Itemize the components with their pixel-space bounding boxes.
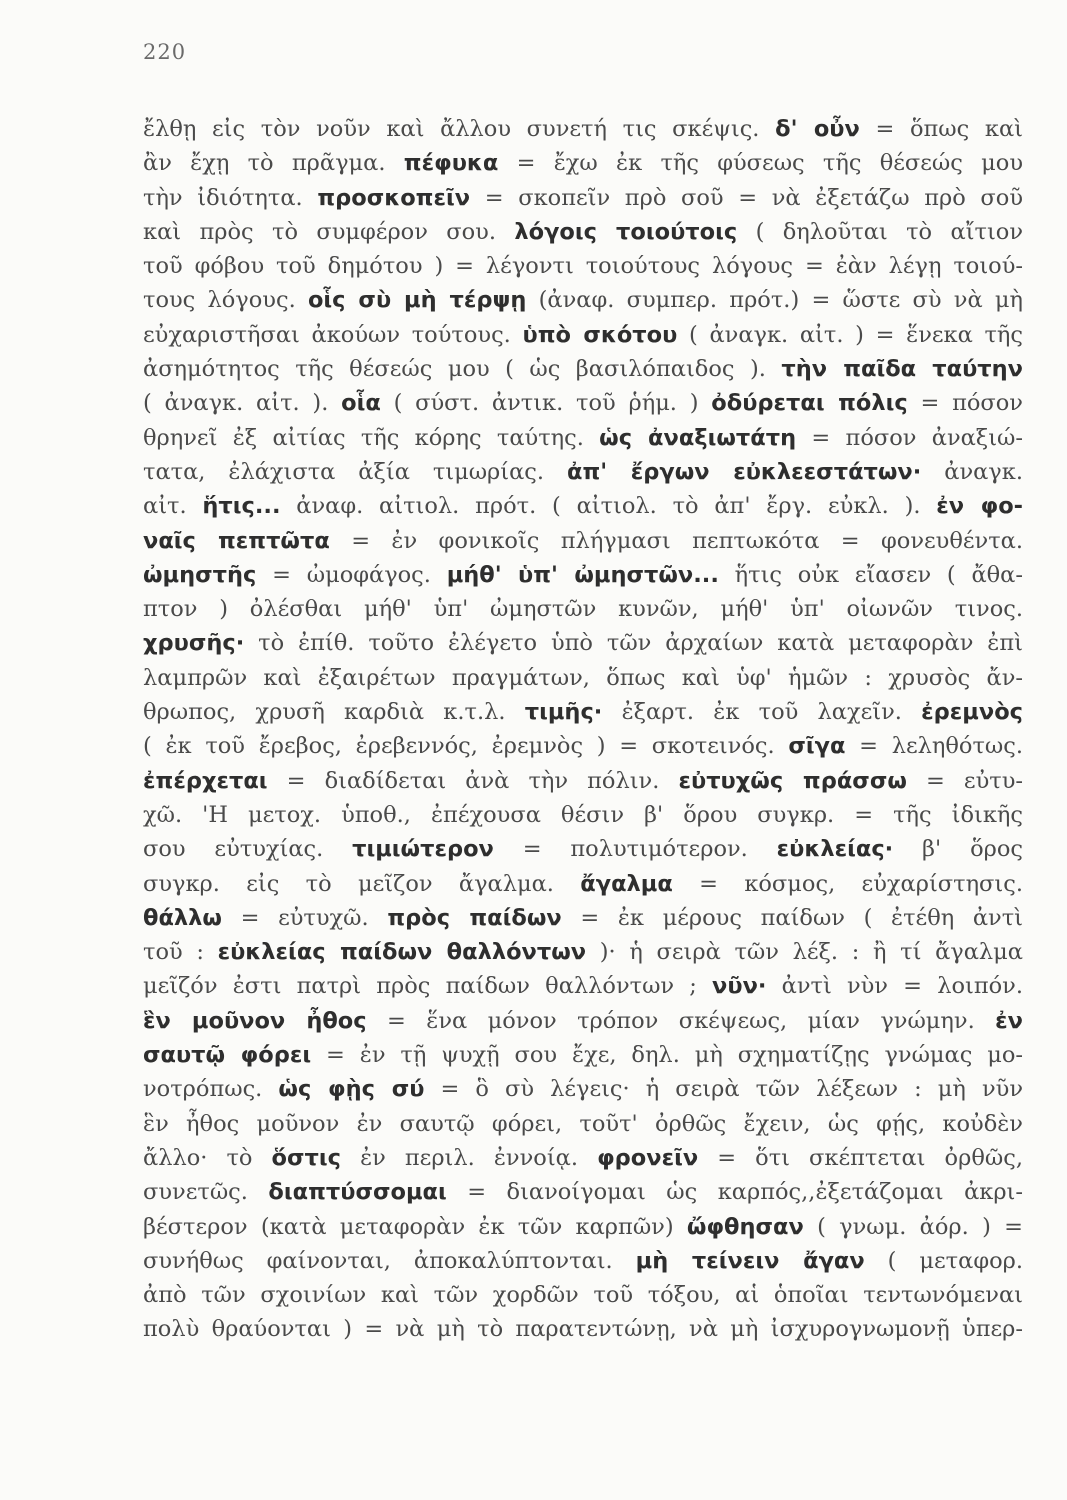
gloss-text: ( ἐκ τοῦ ἔρεβος, ἐρεβεννός, ἐρεμνὸς ) = σκοτεινός. — [143, 733, 789, 760]
gloss-text: λαμπρῶν καὶ ἐξαιρέτων πραγμάτων, ὅπως καὶ ὑφ' ἡμῶν : χρυσὸς ἄν- — [143, 664, 1023, 691]
gloss-text: ( ἀναγκ. αἰτ. ). — [143, 390, 342, 417]
lemma-term: εὐκλείας παίδων θαλλόντων — [217, 939, 587, 966]
gloss-text: ( μεταφορ. — [864, 1247, 1023, 1274]
gloss-text: εὐχαριστῆσαι ἀκούων τούτους. — [143, 321, 523, 348]
gloss-text: συγκρ. εἰς τὸ μεῖζον ἄγαλμα. — [143, 870, 581, 897]
text-line — [143, 729, 1023, 763]
gloss-text: ( σύστ. ἀντικ. τοῦ ῥήμ. ) — [380, 390, 712, 417]
text-line — [143, 489, 1023, 523]
gloss-text: ἥτις οὐκ εἴασεν ( ἄθα- — [718, 561, 1023, 588]
text-line — [143, 215, 1023, 249]
gloss-text: τους λόγους. — [143, 287, 308, 314]
gloss-text: τὴν ἰδιότητα. — [143, 184, 318, 211]
gloss-text: = διαδίδεται ἀνὰ τὴν πόλιν. — [267, 767, 679, 794]
text-line — [143, 352, 1023, 386]
text-line — [143, 1244, 1023, 1278]
lemma-term: ὑπὸ σκότου — [522, 321, 678, 348]
lemma-term: μὴ τείνειν ἄγαν — [635, 1247, 865, 1274]
gloss-text: ( ἀναγκ. αἰτ. ) = ἕνεκα τῆς — [677, 321, 1023, 348]
commentary-text — [143, 112, 1023, 1347]
gloss-text: β' ὅρος — [893, 836, 1023, 863]
lemma-term: ἐν φο- — [936, 493, 1023, 520]
text-line — [143, 592, 1023, 626]
lemma-term: ἓν μοῦνον ἦθος — [143, 1007, 367, 1034]
lemma-term: ἐπέρχεται — [143, 767, 268, 794]
lemma-term: ὡς φῂς σύ — [278, 1076, 425, 1103]
lemma-term: χρυσῆς· — [143, 630, 245, 657]
gloss-text: = ὠμοφάγος. — [256, 561, 447, 588]
text-line — [143, 1004, 1023, 1038]
text-line — [143, 798, 1023, 832]
gloss-text: θρωπος, χρυσῆ καρδιὰ κ.τ.λ. — [143, 699, 525, 726]
gloss-text: ἀντὶ νὺν = λοιπόν. — [766, 973, 1023, 1000]
gloss-text: πτον ) ὀλέσθαι μήθ' ὑπ' ὠμηστῶν κυνῶν, μήθ' ὑπ' οἰωνῶν τινος. — [143, 596, 1023, 623]
gloss-text: νοτρόπως. — [143, 1076, 279, 1103]
text-line — [143, 146, 1023, 180]
gloss-text: μεῖζόν ἐστι πατρὶ πρὸς παίδων θαλλόντων ; — [143, 973, 713, 1000]
gloss-text: ἄλλο· τὸ — [143, 1144, 272, 1171]
text-line — [143, 112, 1023, 146]
lemma-term: σῖγα — [788, 733, 846, 760]
text-line — [143, 832, 1023, 866]
text-line — [143, 558, 1023, 592]
gloss-text: σου εὐτυχίας. — [143, 836, 353, 863]
gloss-text: ἂν ἔχῃ τὸ πρᾶγμα. — [143, 150, 404, 177]
lemma-term: νῦν· — [712, 973, 767, 1000]
gloss-text: τὸ ἐπίθ. τοῦτο ἐλέγετο ὑπὸ τῶν ἀρχαίων κατὰ μεταφορὰν ἐπὶ — [244, 630, 1023, 657]
gloss-text: αἰτ. — [143, 493, 203, 520]
lemma-term: δ' οὖν — [775, 116, 860, 142]
text-line — [143, 318, 1023, 352]
text-line — [143, 455, 1023, 489]
gloss-text: ἀπὸ τῶν σχοινίων καὶ τῶν χορδῶν τοῦ τόξου, αἱ ὁποῖαι τεντωνόμεναι — [143, 1282, 1023, 1309]
lemma-term: σαυτῷ φόρει — [143, 1042, 312, 1069]
text-line — [143, 626, 1023, 660]
text-line — [143, 1210, 1023, 1244]
lemma-term: λόγοις τοιούτοις — [514, 218, 738, 245]
gloss-text: )· ἡ σειρὰ τῶν λέξ. : ἢ τί ἄγαλμα — [586, 939, 1023, 966]
lemma-term: τιμιώτερον — [352, 836, 494, 863]
lemma-term: ὀδύρεται πόλις — [711, 390, 908, 417]
lemma-term: πρὸς παίδων — [387, 904, 562, 931]
lemma-term: ἐν — [995, 1007, 1023, 1034]
text-line — [143, 901, 1023, 935]
text-line — [143, 1278, 1023, 1312]
gloss-text: θρηνεῖ ἐξ αἰτίας τῆς κόρης ταύτης. — [143, 424, 600, 451]
gloss-text: ἀναφ. αἰτιολ. πρότ. ( αἰτιολ. τὸ ἀπ' ἔργ. εὐκλ. ). — [280, 493, 937, 520]
lemma-term: φρονεῖν — [597, 1144, 699, 1171]
gloss-text: συνήθως φαίνονται, ἀποκαλύπτονται. — [143, 1247, 636, 1274]
gloss-text: = ἐκ μέρους παίδων ( ἐτέθη ἀντὶ — [561, 904, 1023, 931]
text-line — [143, 1107, 1023, 1141]
gloss-text: = εὐτυχῶ. — [221, 904, 388, 931]
lemma-term: ἥτις... — [202, 493, 281, 520]
lemma-term: ἄγαλμα — [580, 870, 673, 897]
gloss-text: = κόσμος, εὐχαρίστησις. — [672, 870, 1023, 897]
text-line — [143, 867, 1023, 901]
lemma-term: ὡς ἀναξιωτάτη — [599, 424, 797, 451]
text-line — [143, 421, 1023, 455]
gloss-text: (ἀναφ. συμπερ. πρότ.) = ὥστε σὺ νὰ μὴ — [526, 287, 1023, 314]
gloss-text: ἐξαρτ. ἐκ τοῦ λαχεῖν. — [602, 699, 922, 726]
text-line — [143, 935, 1023, 969]
lemma-term: ἐρεμνὸς — [921, 699, 1023, 726]
lemma-term: εὐκλείας· — [776, 836, 894, 863]
gloss-text: = ἕνα μόνον τρόπον σκέψεως, μίαν γνώμην. — [366, 1007, 996, 1034]
lemma-term: ὤφθησαν — [686, 1213, 804, 1240]
lemma-term: ὠμηστῆς — [143, 561, 257, 588]
gloss-text: = σκοπεῖν πρὸ σοῦ = νὰ ἐξετάζω πρὸ σοῦ — [470, 184, 1023, 211]
text-line — [143, 1038, 1023, 1072]
gloss-text: = ἔχω ἐκ τῆς φύσεως τῆς θέσεώς μου — [498, 150, 1023, 177]
gloss-text: ( δηλοῦται τὸ αἴτιον — [737, 218, 1023, 245]
gloss-text: = ὅπως καὶ — [859, 116, 1023, 142]
gloss-text: βέστερον (κατὰ μεταφορὰν ἐκ τῶν καρπῶν) — [143, 1213, 687, 1240]
text-line — [143, 1312, 1023, 1346]
lemma-term: οἷα — [341, 390, 381, 417]
gloss-text: πολὺ θραύονται ) = νὰ μὴ τὸ παρατεντώνῃ, νὰ μὴ ἰσχυρογνωμονῇ ὑπερ- — [143, 1316, 1023, 1343]
page-number: 220 — [143, 40, 187, 64]
lemma-term: πέφυκα — [403, 150, 499, 177]
lemma-term: θάλλω — [143, 904, 222, 931]
text-line — [143, 1175, 1023, 1209]
gloss-text: καὶ πρὸς τὸ συμφέρον σου. — [143, 218, 515, 245]
gloss-text: χῶ. 'Η μετοχ. ὑποθ., ἐπέχουσα θέσιν β' ὅρου συγκρ. = τῆς ἰδικῆς — [143, 801, 1023, 828]
text-line — [143, 283, 1023, 317]
lemma-term: τὴν παῖδα ταύτην — [781, 356, 1023, 383]
text-line — [143, 386, 1023, 420]
lemma-term: μήθ' ὑπ' ὠμηστῶν... — [446, 561, 719, 588]
lemma-term: τιμῆς· — [524, 699, 603, 726]
gloss-text: ἀναγκ. — [921, 458, 1023, 485]
gloss-text: = πόσον — [907, 390, 1023, 417]
gloss-text: = ὃ σὺ λέγεις· ἡ σειρὰ τῶν λέξεων : μὴ νῦν — [424, 1076, 1023, 1103]
lemma-term: διαπτύσσομαι — [268, 1179, 447, 1206]
text-line — [143, 764, 1023, 798]
gloss-text: τοῦ : — [143, 939, 218, 966]
gloss-text: = ὅτι σκέπτεται ὀρθῶς, — [698, 1144, 1023, 1171]
lemma-term: ναῖς πεπτῶτα — [143, 527, 330, 554]
gloss-text: = πολυτιμότερον. — [493, 836, 777, 863]
gloss-text: = ἐν φονικοῖς πλήγμασι πεπτωκότα = φονευθέντα. — [329, 527, 1023, 554]
text-line — [143, 524, 1023, 558]
text-line — [143, 969, 1023, 1003]
gloss-text: τατα, ἐλάχιστα ἀξία τιμωρίας. — [143, 458, 567, 485]
gloss-text: τοῦ φόβου τοῦ δημότου ) = λέγοντι τοιούτους λόγους = ἐὰν λέγῃ τοιού- — [143, 253, 1023, 280]
lemma-term: ἀπ' ἔργων εὐκλεεστάτων· — [566, 458, 922, 485]
gloss-text: = διανοίγομαι ὡς καρπός,,ἐξετάζομαι ἀκρι- — [446, 1179, 1023, 1206]
gloss-text: = εὐτυ- — [906, 767, 1023, 794]
text-line — [143, 1072, 1023, 1106]
gloss-text: ( γνωμ. ἀόρ. ) = — [803, 1213, 1023, 1240]
gloss-text: ἔλθῃ εἰς τὸν νοῦν καὶ ἄλλου συνετή τις σκέψις. — [143, 116, 776, 142]
text-line — [143, 181, 1023, 215]
gloss-text: ἐν περιλ. ἐννοίᾳ. — [341, 1144, 598, 1171]
gloss-text: = ἐν τῇ ψυχῇ σου ἔχε, δηλ. μὴ σχηματίζῃς γνώμας μο- — [311, 1042, 1023, 1069]
text-line — [143, 1141, 1023, 1175]
text-line — [143, 249, 1023, 283]
text-line — [143, 661, 1023, 695]
lemma-term: ὅστις — [271, 1144, 341, 1171]
text-line — [143, 695, 1023, 729]
lemma-term: προσκοπεῖν — [317, 184, 471, 211]
gloss-text: = λεληθότως. — [845, 733, 1023, 760]
gloss-text: = πόσον ἀναξιώ- — [796, 424, 1023, 451]
gloss-text: ἓν ἦθος μοῦνον ἐν σαυτῷ φόρει, τοῦτ' ὀρθῶς ἔχειν, ὡς φῄς, κοὐδὲν — [143, 1110, 1023, 1137]
lemma-term: οἷς σὺ μὴ τέρψῃ — [307, 287, 527, 314]
gloss-text: συνετῶς. — [143, 1179, 269, 1206]
lemma-term: εὐτυχῶς πράσσω — [678, 767, 907, 794]
gloss-text: ἀσημότητος τῆς θέσεώς μου ( ὡς βασιλόπαιδος ). — [143, 356, 782, 383]
